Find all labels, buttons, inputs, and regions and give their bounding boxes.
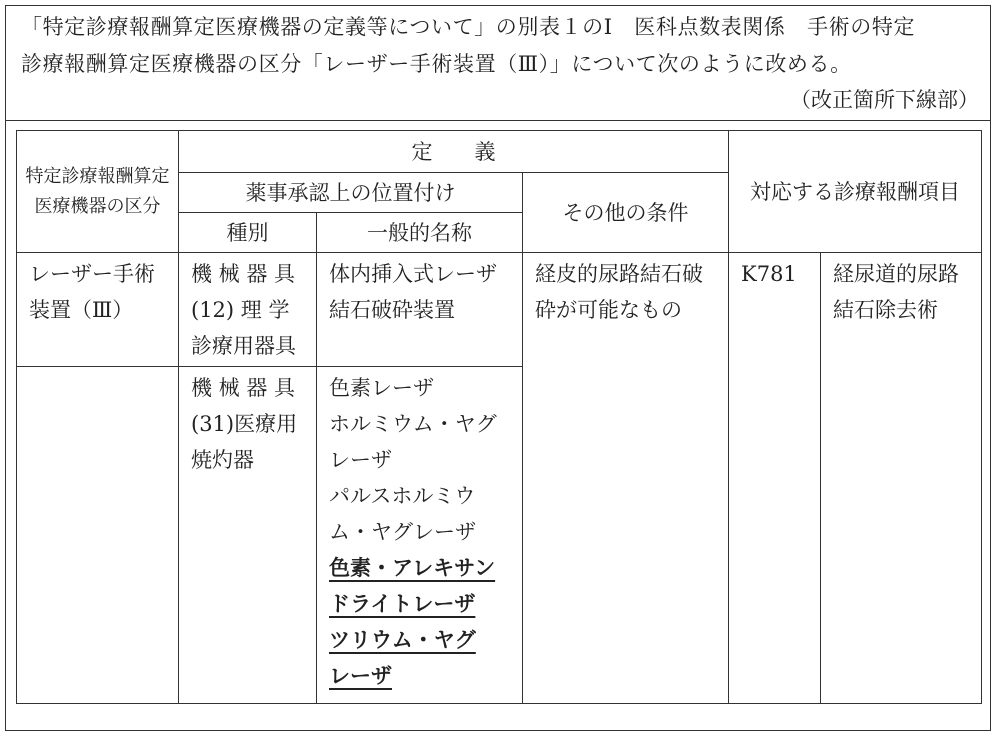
amendment-intro bbox=[5, 5, 991, 121]
header-type: 種別 bbox=[179, 213, 317, 253]
amended-generic-name-line: ツリウム・ヤグ bbox=[329, 627, 476, 652]
procedure-name: 経尿道的尿路 結石除去術 bbox=[821, 253, 982, 704]
header-pharma-position: 薬事承認上の位置付け bbox=[179, 173, 523, 213]
generic-name-line: 色素レーザ bbox=[329, 376, 434, 400]
intro-line-2: 診療報酬算定医療機器の区分「レーザー手術装置（Ⅲ）」について次のように改める。 bbox=[21, 52, 852, 76]
generic-name-line: レーザ bbox=[329, 448, 392, 472]
amendment-note: （改正箇所下線部） bbox=[790, 88, 979, 112]
header-corresponding-item: 対応する診療報酬項目 bbox=[729, 131, 982, 253]
amended-generic-name-line: レーザ bbox=[329, 663, 392, 688]
definition-table bbox=[16, 130, 982, 704]
row1-type: 機 械 器 具 (12) 理 学 診療用器具 bbox=[179, 253, 317, 367]
header-other-conditions: その他の条件 bbox=[523, 173, 729, 253]
header-generic-name: 一般的名称 bbox=[317, 213, 523, 253]
amended-generic-name-line: ドライトレーザ bbox=[329, 591, 476, 616]
conditions: 経皮的尿路結石破 砕が可能なもの bbox=[523, 253, 729, 704]
amended-generic-name-line: 色素・アレキサン bbox=[329, 555, 496, 580]
generic-name-line: ホルミウム・ヤグ bbox=[329, 412, 497, 436]
generic-name-line: ム・ヤグレーザ bbox=[329, 520, 476, 544]
row2-category bbox=[17, 367, 179, 704]
row2-generic-names bbox=[317, 367, 523, 704]
row1-category: レーザー手術 装置（Ⅲ） bbox=[17, 253, 179, 367]
procedure-code: K781 bbox=[729, 253, 821, 704]
header-definition: 定 義 bbox=[179, 131, 729, 173]
row2-type: 機 械 器 具 (31)医療用 焼灼器 bbox=[179, 367, 317, 704]
intro-line-1: 「特定診療報酬算定医療機器の定義等について」の別表１のⅠ 医科点数表関係 手術の特定 bbox=[21, 15, 916, 39]
generic-name-line: パルスホルミウ bbox=[329, 484, 476, 508]
row1-generic-name: 体内挿入式レーザ 結石破砕装置 bbox=[317, 253, 523, 367]
header-category: 特定診療報酬算定 医療機器の区分 bbox=[17, 131, 179, 253]
